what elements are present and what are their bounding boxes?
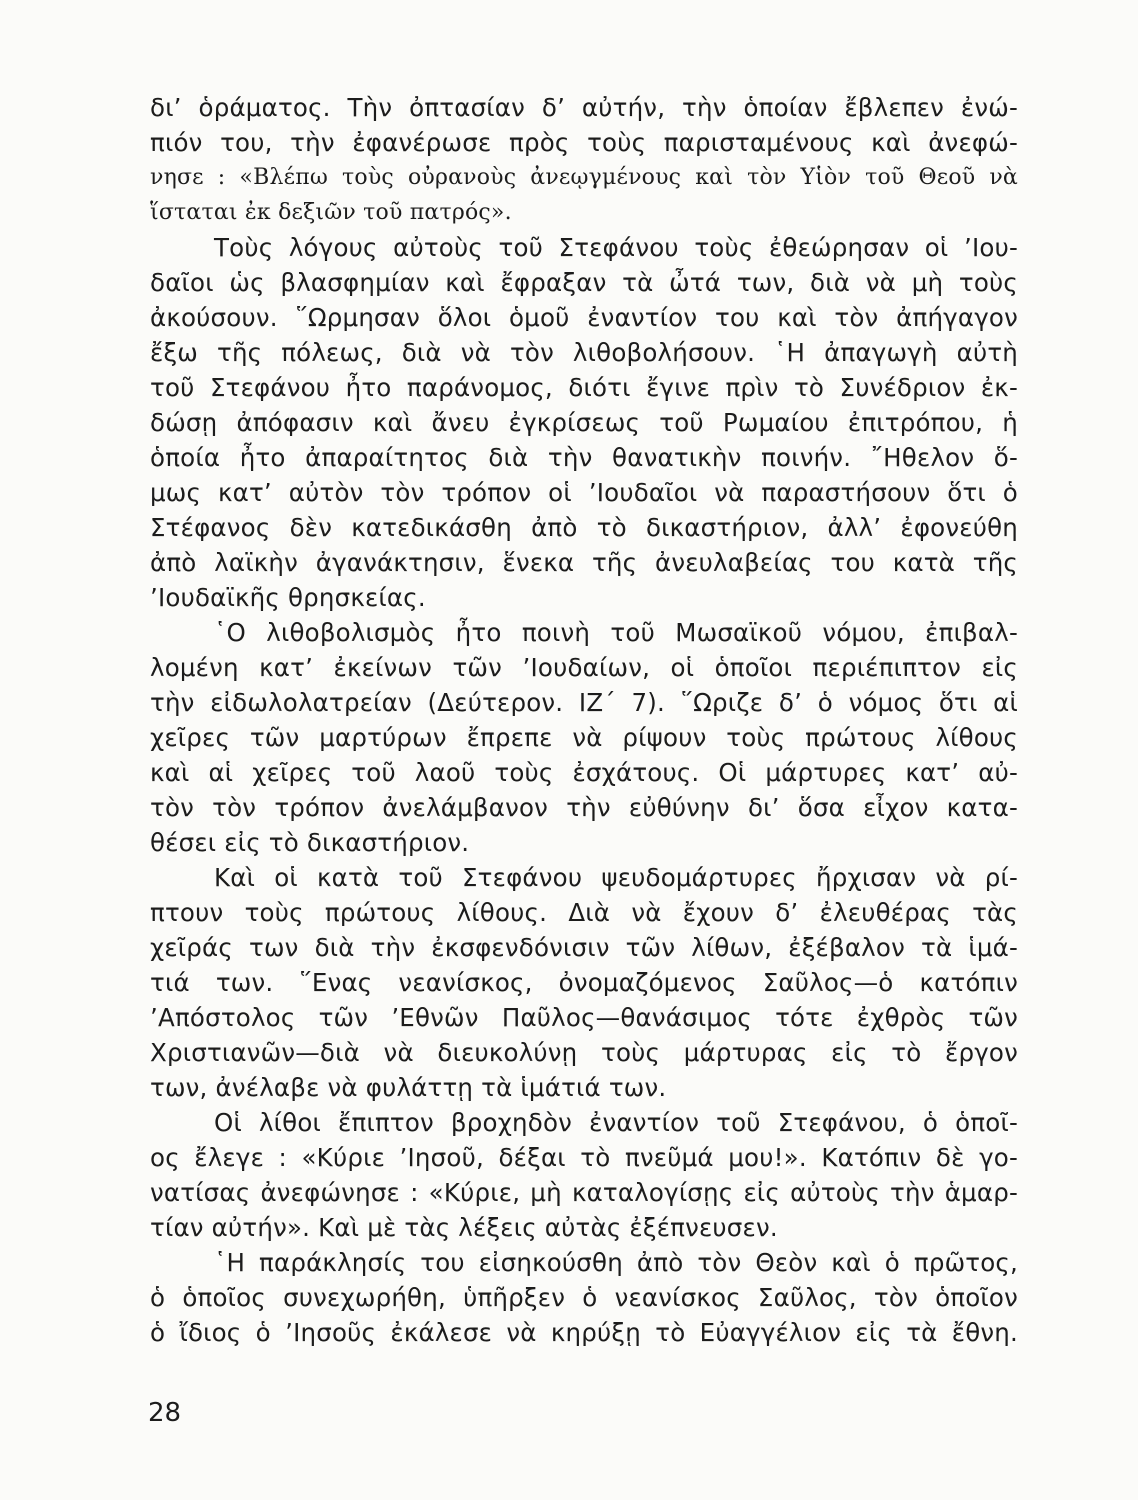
text-line: χεῖράς των διὰ τὴν ἐκσφενδόνισιν τῶν λίθων, ἐξέβαλον τὰ ἱμά- <box>150 933 1018 962</box>
text-line: πιόν του, τὴν ἐφανέρωσε πρὸς τοὺς παρισταμένους καὶ ἀνεφώ- <box>150 128 1018 157</box>
text-line: μως κατ’ αὐτὸν τὸν τρόπον οἱ ’Ιουδαῖοι νὰ παραστήσουν ὅτι ὁ <box>150 478 1018 507</box>
paragraph-6 <box>150 1245 1018 1350</box>
text-line: καὶ αἱ χεῖρες τοῦ λαοῦ τοὺς ἐσχάτους. Οἱ μάρτυρες κατ’ αὐ- <box>150 758 1018 787</box>
text-line: λομένη κατ’ ἐκείνων τῶν ’Ιουδαίων, οἱ ὁποῖοι περιέπιπτον εἰς <box>150 653 1018 682</box>
text-line: Χριστιανῶν—διὰ νὰ διευκολύνῃ τοὺς μάρτυρας εἰς τὸ ἔργον <box>150 1038 1018 1067</box>
text-line: ἀκούσουν. ῞Ωρμησαν ὅλοι ὁμοῦ ἐναντίον του καὶ τὸν ἀπήγαγον <box>150 303 1018 332</box>
paragraph-4 <box>150 860 1018 1105</box>
text-line: τοῦ Στεφάνου ἦτο παράνομος, διότι ἔγινε πρὶν τὸ Συνέδριον ἐκ- <box>150 373 1018 402</box>
text-line: χεῖρες τῶν μαρτύρων ἔπρεπε νὰ ρίψουν τοὺς πρώτους λίθους <box>150 723 1018 752</box>
text-line: ὁ ὁποῖος συνεχωρήθη, ὑπῆρξεν ὁ νεανίσκος Σαῦλος, τὸν ὁποῖον <box>150 1283 1018 1312</box>
text-line: δι’ ὁράματος. Τὴν ὀπτασίαν δ’ αὐτήν, τὴν ὁποίαν ἔβλεπεν ἐνώ- <box>150 93 1018 122</box>
text-line: τὴν εἰδωλολατρείαν (Δεύτερον. ΙΖ΄ 7). ῞Ωριζε δ’ ὁ νόμος ὅτι αἱ <box>150 688 1018 717</box>
text-line: πτουν τοὺς πρώτους λίθους. Διὰ νὰ ἔχουν δ’ ἐλευθέρας τὰς <box>150 898 1018 927</box>
text-line: ἀπὸ λαϊκὴν ἀγανάκτησιν, ἕνεκα τῆς ἀνευλαβείας του κατὰ τῆς <box>150 548 1018 577</box>
text-line: ῾Ο λιθοβολισμὸς ἦτο ποινὴ τοῦ Μωσαϊκοῦ νόμου, ἐπιβαλ- <box>214 618 1018 647</box>
text-line: Καὶ οἱ κατὰ τοῦ Στεφάνου ψευδομάρτυρες ἤρχισαν νὰ ρί- <box>214 863 1018 892</box>
text-line: ῾Η παράκλησίς του εἰσηκούσθη ἀπὸ τὸν Θεὸν καὶ ὁ πρῶτος, <box>214 1248 1018 1277</box>
text-line: νατίσας ἀνεφώνησε : «Κύριε, μὴ καταλογίσῃς εἰς αὐτοὺς τὴν ἁμαρ- <box>150 1178 1018 1207</box>
text-line: τὸν τὸν τρόπον ἀνελάμβανον τὴν εὐθύνην δι’ ὅσα εἶχον κατα- <box>150 793 1018 822</box>
paragraph-3 <box>150 615 1018 860</box>
text-line: τιά των. ῞Ενας νεανίσκος, ὀνομαζόμενος Σαῦλος—ὁ κατόπιν <box>150 968 1018 997</box>
text-line: ὁποία ἦτο ἀπαραίτητος διὰ τὴν θανατικὴν ποινήν. ῎Ηθελον ὅ- <box>150 443 1018 472</box>
text-line: ἵσταται ἐκ δεξιῶν τοῦ πατρός». <box>150 200 512 225</box>
text-line: ος ἔλεγε : «Κύριε ’Ιησοῦ, δέξαι τὸ πνεῦμά μου!». Κατόπιν δὲ γο- <box>150 1143 1018 1172</box>
text-line: τίαν αὐτήν». Καὶ μὲ τὰς λέξεις αὐτὰς ἐξέπνευσεν. <box>150 1213 778 1242</box>
text-line: Τοὺς λόγους αὐτοὺς τοῦ Στεφάνου τοὺς ἐθεώρησαν οἱ ’Ιου- <box>214 233 1018 262</box>
paragraph-5 <box>150 1105 1018 1245</box>
paragraph-1 <box>150 90 1018 230</box>
text-line: νησε : «Βλέπω τοὺς οὐρανοὺς ἀνεῳγμένους καὶ τὸν Υἱὸν τοῦ Θεοῦ νὰ <box>150 165 1018 190</box>
text-line: Στέφανος δὲν κατεδικάσθη ἀπὸ τὸ δικαστήριον, ἀλλ’ ἐφονεύθη <box>150 513 1018 542</box>
text-line: δώσῃ ἀπόφασιν καὶ ἄνευ ἐγκρίσεως τοῦ Ρωμαίου ἐπιτρόπου, ἡ <box>150 408 1018 437</box>
text-line: ’Απόστολος τῶν ’Εθνῶν Παῦλος—θανάσιμος τότε ἐχθρὸς τῶν <box>150 1003 1018 1032</box>
text-line: θέσει εἰς τὸ δικαστήριον. <box>150 828 470 857</box>
page-number: 28 <box>148 1398 182 1428</box>
text-line: ἔξω τῆς πόλεως, διὰ νὰ τὸν λιθοβολήσουν. ῾Η ἀπαγωγὴ αὐτὴ <box>150 338 1018 367</box>
text-line: των, ἀνέλαβε νὰ φυλάττῃ τὰ ἱμάτιά των. <box>150 1073 667 1102</box>
text-line: ’Ιουδαϊκῆς θρησκείας. <box>150 583 426 612</box>
text-line: δαῖοι ὡς βλασφημίαν καὶ ἔφραξαν τὰ ὦτά των, διὰ νὰ μὴ τοὺς <box>150 268 1018 297</box>
page-body <box>150 90 1018 1350</box>
paragraph-2 <box>150 230 1018 615</box>
text-line: ὁ ἴδιος ὁ ’Ιησοῦς ἐκάλεσε νὰ κηρύξῃ τὸ Εὐαγγέλιον εἰς τὰ ἔθνη. <box>150 1318 1018 1347</box>
text-line: Οἱ λίθοι ἔπιπτον βροχηδὸν ἐναντίον τοῦ Στεφάνου, ὁ ὁποῖ- <box>214 1108 1018 1137</box>
